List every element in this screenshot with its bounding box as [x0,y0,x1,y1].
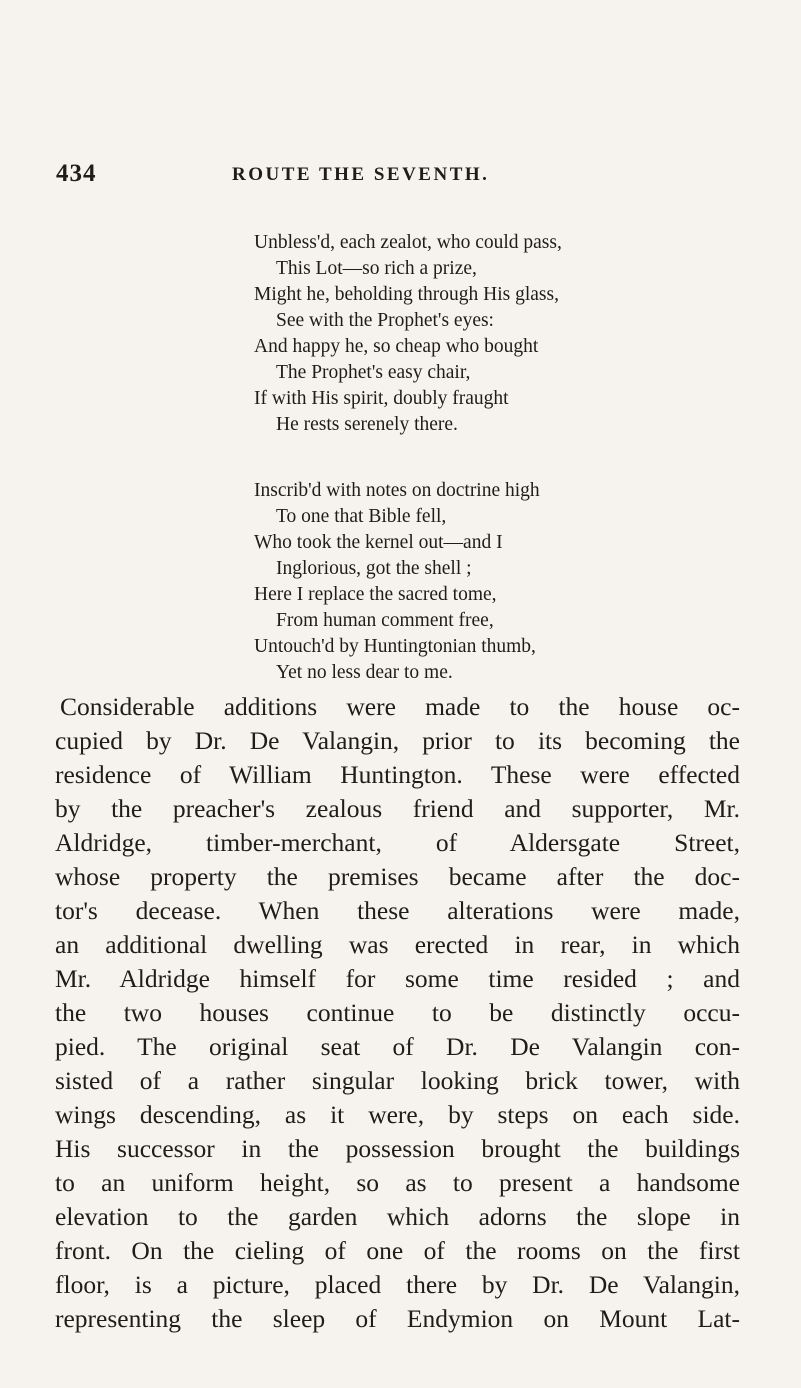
prose-line: His successor in the possession brought the buildings [55,1134,740,1163]
prose-line: sisted of a rather singular looking brick tower, with [55,1066,740,1095]
poem-line: Unbless'd, each zealot, who could pass, [254,232,562,253]
prose-line: Aldridge, timber-merchant, of Aldersgate Street, [55,828,740,857]
prose-line: residence of William Huntington. These were effected [55,760,740,789]
poem-line: He rests serenely there. [276,414,458,435]
poem-line: Here I replace the sacred tome, [254,584,497,605]
prose-line: front. On the cieling of one of the rooms on the first [55,1236,740,1265]
poem-line: See with the Prophet's eyes: [276,310,494,331]
prose-line: Considerable additions were made to the house oc- [60,692,740,721]
poem-line: Who took the kernel out—and I [254,532,503,553]
prose-line: tor's decease. When these alterations were made, [55,896,740,925]
prose-line: representing the sleep of Endymion on Mount Lat- [55,1304,740,1333]
prose-line: by the preacher's zealous friend and supporter, Mr. [55,794,740,823]
prose-line: whose property the premises became after the doc- [55,862,740,891]
prose-line: Mr. Aldridge himself for some time resided ; and [55,964,740,993]
prose-line: floor, is a picture, placed there by Dr. De Valangin, [55,1270,740,1299]
poem-line: This Lot—so rich a prize, [276,258,477,279]
prose-line: an additional dwelling was erected in rear, in which [55,930,740,959]
poem-line: Untouch'd by Huntingtonian thumb, [254,636,536,657]
page-number: 434 [56,160,97,187]
prose-line: to an uniform height, so as to present a handsome [55,1168,740,1197]
poem-line: From human comment free, [276,610,494,631]
prose-line: elevation to the garden which adorns the slope in [55,1202,740,1231]
poem-line: Inscrib'd with notes on doctrine high [254,480,540,501]
poem-line: The Prophet's easy chair, [276,362,471,383]
running-head [0,160,801,190]
prose-line: pied. The original seat of Dr. De Valangin con- [55,1032,740,1061]
poem-line: To one that Bible fell, [276,506,447,527]
poem-line: If with His spirit, doubly fraught [254,388,509,409]
poem-line: Inglorious, got the shell ; [276,558,472,579]
prose-line: cupied by Dr. De Valangin, prior to its becoming the [55,726,740,755]
poem-line: And happy he, so cheap who bought [254,336,539,357]
prose-line: the two houses continue to be distinctly occu- [55,998,740,1027]
running-title: ROUTE THE SEVENTH. [232,164,490,185]
prose-line: wings descending, as it were, by steps on each side. [55,1100,740,1129]
poem-line: Yet no less dear to me. [276,662,453,683]
poem-line: Might he, beholding through His glass, [254,284,559,305]
